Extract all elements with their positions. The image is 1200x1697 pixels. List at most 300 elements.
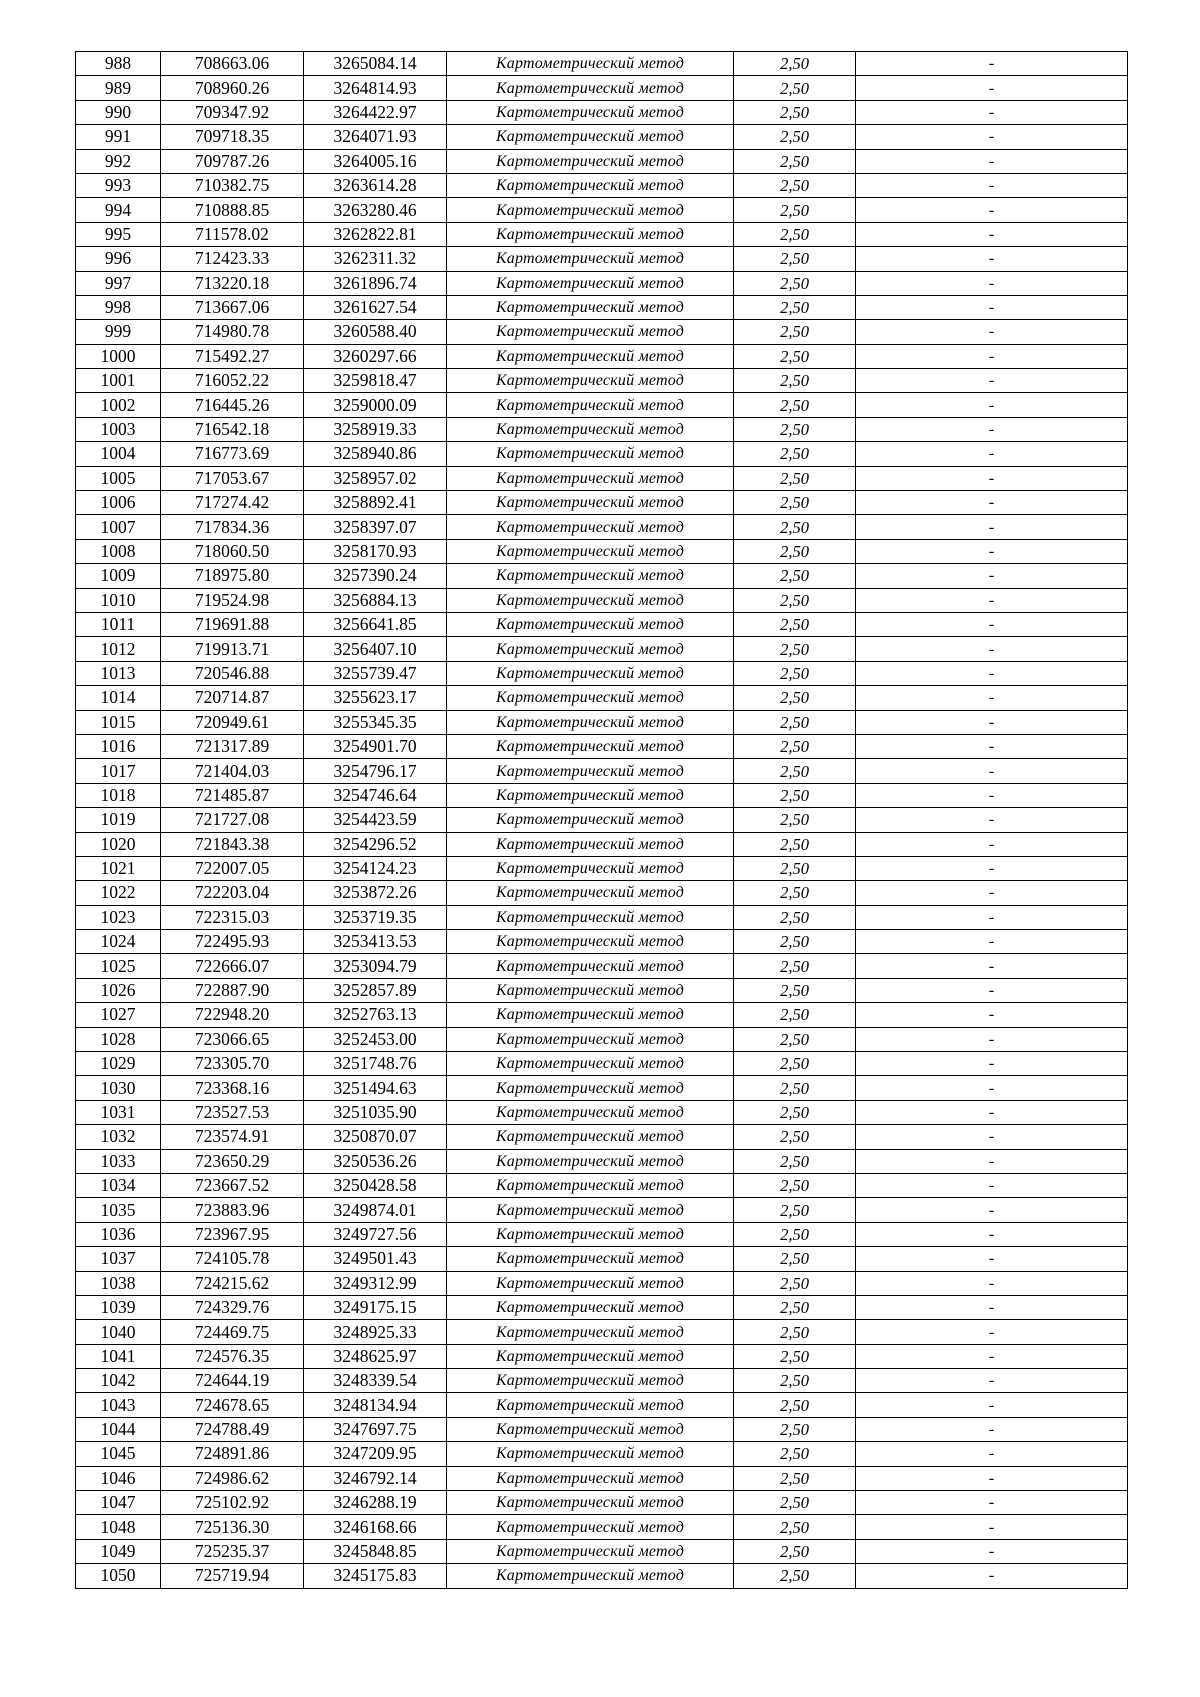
table-body <box>76 52 1128 1589</box>
accuracy-cell: 2,50 <box>734 1052 856 1076</box>
point-number-cell: 1036 <box>76 1222 161 1246</box>
table-row <box>76 661 1128 685</box>
table-row <box>76 881 1128 905</box>
note-cell: - <box>856 198 1128 222</box>
table-row <box>76 1369 1128 1393</box>
accuracy-cell: 2,50 <box>734 52 856 76</box>
table-row <box>76 466 1128 490</box>
x-coordinate-cell: 716052.22 <box>161 369 304 393</box>
table-row <box>76 52 1128 76</box>
note-cell: - <box>856 491 1128 515</box>
y-coordinate-cell: 3258892.41 <box>304 491 447 515</box>
point-number-cell: 1007 <box>76 515 161 539</box>
method-cell: Картометрический метод <box>447 612 734 636</box>
table-row <box>76 1515 1128 1539</box>
x-coordinate-cell: 723967.95 <box>161 1222 304 1246</box>
table-row <box>76 369 1128 393</box>
y-coordinate-cell: 3249175.15 <box>304 1295 447 1319</box>
x-coordinate-cell: 709787.26 <box>161 149 304 173</box>
table-row <box>76 1539 1128 1563</box>
point-number-cell: 1026 <box>76 978 161 1002</box>
y-coordinate-cell: 3257390.24 <box>304 564 447 588</box>
method-cell: Картометрический метод <box>447 1491 734 1515</box>
method-cell: Картометрический метод <box>447 1417 734 1441</box>
x-coordinate-cell: 718975.80 <box>161 564 304 588</box>
accuracy-cell: 2,50 <box>734 808 856 832</box>
y-coordinate-cell: 3248134.94 <box>304 1393 447 1417</box>
table-row <box>76 1125 1128 1149</box>
method-cell: Картометрический метод <box>447 1295 734 1319</box>
accuracy-cell: 2,50 <box>734 564 856 588</box>
note-cell: - <box>856 1344 1128 1368</box>
point-number-cell: 1001 <box>76 369 161 393</box>
accuracy-cell: 2,50 <box>734 149 856 173</box>
note-cell: - <box>856 393 1128 417</box>
point-number-cell: 995 <box>76 222 161 246</box>
accuracy-cell: 2,50 <box>734 466 856 490</box>
accuracy-cell: 2,50 <box>734 1393 856 1417</box>
accuracy-cell: 2,50 <box>734 1295 856 1319</box>
x-coordinate-cell: 716445.26 <box>161 393 304 417</box>
accuracy-cell: 2,50 <box>734 344 856 368</box>
x-coordinate-cell: 717834.36 <box>161 515 304 539</box>
x-coordinate-cell: 716773.69 <box>161 442 304 466</box>
method-cell: Картометрический метод <box>447 295 734 319</box>
point-number-cell: 996 <box>76 247 161 271</box>
method-cell: Картометрический метод <box>447 344 734 368</box>
x-coordinate-cell: 725102.92 <box>161 1491 304 1515</box>
accuracy-cell: 2,50 <box>734 1320 856 1344</box>
point-number-cell: 990 <box>76 100 161 124</box>
accuracy-cell: 2,50 <box>734 1149 856 1173</box>
point-number-cell: 1031 <box>76 1100 161 1124</box>
accuracy-cell: 2,50 <box>734 1417 856 1441</box>
y-coordinate-cell: 3251748.76 <box>304 1052 447 1076</box>
table-row <box>76 1271 1128 1295</box>
point-number-cell: 1010 <box>76 588 161 612</box>
point-number-cell: 1023 <box>76 905 161 929</box>
method-cell: Картометрический метод <box>447 173 734 197</box>
point-number-cell: 1025 <box>76 954 161 978</box>
y-coordinate-cell: 3247209.95 <box>304 1442 447 1466</box>
y-coordinate-cell: 3249501.43 <box>304 1247 447 1271</box>
y-coordinate-cell: 3258919.33 <box>304 417 447 441</box>
y-coordinate-cell: 3256641.85 <box>304 612 447 636</box>
method-cell: Картометрический метод <box>447 1369 734 1393</box>
point-number-cell: 1035 <box>76 1198 161 1222</box>
y-coordinate-cell: 3254296.52 <box>304 832 447 856</box>
table-row <box>76 564 1128 588</box>
note-cell: - <box>856 612 1128 636</box>
accuracy-cell: 2,50 <box>734 686 856 710</box>
note-cell: - <box>856 1320 1128 1344</box>
y-coordinate-cell: 3258940.86 <box>304 442 447 466</box>
x-coordinate-cell: 716542.18 <box>161 417 304 441</box>
y-coordinate-cell: 3253872.26 <box>304 881 447 905</box>
note-cell: - <box>856 442 1128 466</box>
method-cell: Картометрический метод <box>447 1052 734 1076</box>
accuracy-cell: 2,50 <box>734 198 856 222</box>
note-cell: - <box>856 1149 1128 1173</box>
method-cell: Картометрический метод <box>447 734 734 758</box>
point-number-cell: 1011 <box>76 612 161 636</box>
table-row <box>76 1466 1128 1490</box>
y-coordinate-cell: 3249312.99 <box>304 1271 447 1295</box>
point-number-cell: 1028 <box>76 1027 161 1051</box>
point-number-cell: 1033 <box>76 1149 161 1173</box>
method-cell: Картометрический метод <box>447 125 734 149</box>
point-number-cell: 1019 <box>76 808 161 832</box>
accuracy-cell: 2,50 <box>734 832 856 856</box>
x-coordinate-cell: 721404.03 <box>161 759 304 783</box>
note-cell: - <box>856 686 1128 710</box>
note-cell: - <box>856 417 1128 441</box>
note-cell: - <box>856 881 1128 905</box>
method-cell: Картометрический метод <box>447 710 734 734</box>
point-number-cell: 997 <box>76 271 161 295</box>
y-coordinate-cell: 3263614.28 <box>304 173 447 197</box>
method-cell: Картометрический метод <box>447 417 734 441</box>
accuracy-cell: 2,50 <box>734 881 856 905</box>
point-number-cell: 1004 <box>76 442 161 466</box>
point-number-cell: 1013 <box>76 661 161 685</box>
x-coordinate-cell: 724215.62 <box>161 1271 304 1295</box>
note-cell: - <box>856 1198 1128 1222</box>
y-coordinate-cell: 3248339.54 <box>304 1369 447 1393</box>
y-coordinate-cell: 3254423.59 <box>304 808 447 832</box>
method-cell: Картометрический метод <box>447 1222 734 1246</box>
method-cell: Картометрический метод <box>447 369 734 393</box>
x-coordinate-cell: 720714.87 <box>161 686 304 710</box>
table-row <box>76 1247 1128 1271</box>
accuracy-cell: 2,50 <box>734 173 856 197</box>
x-coordinate-cell: 714980.78 <box>161 320 304 344</box>
x-coordinate-cell: 710382.75 <box>161 173 304 197</box>
note-cell: - <box>856 1491 1128 1515</box>
x-coordinate-cell: 719913.71 <box>161 637 304 661</box>
x-coordinate-cell: 724788.49 <box>161 1417 304 1441</box>
accuracy-cell: 2,50 <box>734 1539 856 1563</box>
x-coordinate-cell: 725719.94 <box>161 1564 304 1588</box>
accuracy-cell: 2,50 <box>734 612 856 636</box>
table-row <box>76 734 1128 758</box>
point-number-cell: 1046 <box>76 1466 161 1490</box>
note-cell: - <box>856 1564 1128 1588</box>
accuracy-cell: 2,50 <box>734 491 856 515</box>
x-coordinate-cell: 719691.88 <box>161 612 304 636</box>
note-cell: - <box>856 539 1128 563</box>
table-row <box>76 100 1128 124</box>
point-number-cell: 989 <box>76 76 161 100</box>
accuracy-cell: 2,50 <box>734 100 856 124</box>
note-cell: - <box>856 515 1128 539</box>
y-coordinate-cell: 3246168.66 <box>304 1515 447 1539</box>
table-row <box>76 783 1128 807</box>
point-number-cell: 1047 <box>76 1491 161 1515</box>
method-cell: Картометрический метод <box>447 1247 734 1271</box>
y-coordinate-cell: 3250428.58 <box>304 1173 447 1197</box>
point-number-cell: 1042 <box>76 1369 161 1393</box>
y-coordinate-cell: 3248625.97 <box>304 1344 447 1368</box>
point-number-cell: 1038 <box>76 1271 161 1295</box>
table-row <box>76 247 1128 271</box>
note-cell: - <box>856 1515 1128 1539</box>
method-cell: Картометрический метод <box>447 1100 734 1124</box>
method-cell: Картометрический метод <box>447 1466 734 1490</box>
x-coordinate-cell: 722666.07 <box>161 954 304 978</box>
method-cell: Картометрический метод <box>447 1515 734 1539</box>
point-number-cell: 1034 <box>76 1173 161 1197</box>
table-row <box>76 588 1128 612</box>
y-coordinate-cell: 3253413.53 <box>304 930 447 954</box>
method-cell: Картометрический метод <box>447 320 734 344</box>
y-coordinate-cell: 3246792.14 <box>304 1466 447 1490</box>
note-cell: - <box>856 905 1128 929</box>
method-cell: Картометрический метод <box>447 393 734 417</box>
accuracy-cell: 2,50 <box>734 417 856 441</box>
table-row <box>76 832 1128 856</box>
method-cell: Картометрический метод <box>447 515 734 539</box>
x-coordinate-cell: 722203.04 <box>161 881 304 905</box>
point-number-cell: 988 <box>76 52 161 76</box>
point-number-cell: 1045 <box>76 1442 161 1466</box>
note-cell: - <box>856 369 1128 393</box>
y-coordinate-cell: 3263280.46 <box>304 198 447 222</box>
y-coordinate-cell: 3261627.54 <box>304 295 447 319</box>
method-cell: Картометрический метод <box>447 466 734 490</box>
accuracy-cell: 2,50 <box>734 539 856 563</box>
table-row <box>76 930 1128 954</box>
note-cell: - <box>856 222 1128 246</box>
table-row <box>76 417 1128 441</box>
accuracy-cell: 2,50 <box>734 1515 856 1539</box>
method-cell: Картометрический метод <box>447 832 734 856</box>
method-cell: Картометрический метод <box>447 759 734 783</box>
y-coordinate-cell: 3254901.70 <box>304 734 447 758</box>
x-coordinate-cell: 724105.78 <box>161 1247 304 1271</box>
table-row <box>76 149 1128 173</box>
y-coordinate-cell: 3251494.63 <box>304 1076 447 1100</box>
point-number-cell: 1012 <box>76 637 161 661</box>
note-cell: - <box>856 930 1128 954</box>
table-row <box>76 1320 1128 1344</box>
point-number-cell: 1030 <box>76 1076 161 1100</box>
method-cell: Картометрический метод <box>447 1198 734 1222</box>
point-number-cell: 1037 <box>76 1247 161 1271</box>
point-number-cell: 1002 <box>76 393 161 417</box>
note-cell: - <box>856 271 1128 295</box>
method-cell: Картометрический метод <box>447 1271 734 1295</box>
x-coordinate-cell: 722948.20 <box>161 1003 304 1027</box>
method-cell: Картометрический метод <box>447 442 734 466</box>
note-cell: - <box>856 637 1128 661</box>
table-row <box>76 1100 1128 1124</box>
point-number-cell: 991 <box>76 125 161 149</box>
note-cell: - <box>856 1466 1128 1490</box>
method-cell: Картометрический метод <box>447 1173 734 1197</box>
accuracy-cell: 2,50 <box>734 588 856 612</box>
y-coordinate-cell: 3256407.10 <box>304 637 447 661</box>
accuracy-cell: 2,50 <box>734 978 856 1002</box>
method-cell: Картометрический метод <box>447 881 734 905</box>
x-coordinate-cell: 712423.33 <box>161 247 304 271</box>
table-row <box>76 1564 1128 1588</box>
method-cell: Картометрический метод <box>447 564 734 588</box>
table-row <box>76 1052 1128 1076</box>
y-coordinate-cell: 3254796.17 <box>304 759 447 783</box>
note-cell: - <box>856 76 1128 100</box>
accuracy-cell: 2,50 <box>734 1442 856 1466</box>
accuracy-cell: 2,50 <box>734 1369 856 1393</box>
x-coordinate-cell: 723527.53 <box>161 1100 304 1124</box>
y-coordinate-cell: 3250870.07 <box>304 1125 447 1149</box>
y-coordinate-cell: 3256884.13 <box>304 588 447 612</box>
table-row <box>76 1222 1128 1246</box>
note-cell: - <box>856 808 1128 832</box>
table-row <box>76 1442 1128 1466</box>
table-row <box>76 222 1128 246</box>
method-cell: Картометрический метод <box>447 905 734 929</box>
table-row <box>76 491 1128 515</box>
y-coordinate-cell: 3260297.66 <box>304 344 447 368</box>
note-cell: - <box>856 247 1128 271</box>
note-cell: - <box>856 783 1128 807</box>
accuracy-cell: 2,50 <box>734 856 856 880</box>
x-coordinate-cell: 723883.96 <box>161 1198 304 1222</box>
note-cell: - <box>856 100 1128 124</box>
y-coordinate-cell: 3264814.93 <box>304 76 447 100</box>
x-coordinate-cell: 717053.67 <box>161 466 304 490</box>
table-row <box>76 978 1128 1002</box>
table-row <box>76 393 1128 417</box>
note-cell: - <box>856 734 1128 758</box>
table-row <box>76 125 1128 149</box>
table-row <box>76 1173 1128 1197</box>
note-cell: - <box>856 1076 1128 1100</box>
accuracy-cell: 2,50 <box>734 1027 856 1051</box>
x-coordinate-cell: 717274.42 <box>161 491 304 515</box>
table-row <box>76 905 1128 929</box>
point-number-cell: 1022 <box>76 881 161 905</box>
accuracy-cell: 2,50 <box>734 759 856 783</box>
table-row <box>76 1003 1128 1027</box>
method-cell: Картометрический метод <box>447 686 734 710</box>
x-coordinate-cell: 723368.16 <box>161 1076 304 1100</box>
method-cell: Картометрический метод <box>447 76 734 100</box>
accuracy-cell: 2,50 <box>734 930 856 954</box>
x-coordinate-cell: 722887.90 <box>161 978 304 1002</box>
x-coordinate-cell: 722495.93 <box>161 930 304 954</box>
method-cell: Картометрический метод <box>447 978 734 1002</box>
accuracy-cell: 2,50 <box>734 710 856 734</box>
x-coordinate-cell: 723574.91 <box>161 1125 304 1149</box>
note-cell: - <box>856 1295 1128 1319</box>
note-cell: - <box>856 295 1128 319</box>
table-row <box>76 320 1128 344</box>
method-cell: Картометрический метод <box>447 1149 734 1173</box>
table-row <box>76 1393 1128 1417</box>
note-cell: - <box>856 1003 1128 1027</box>
method-cell: Картометрический метод <box>447 1442 734 1466</box>
y-coordinate-cell: 3258170.93 <box>304 539 447 563</box>
note-cell: - <box>856 588 1128 612</box>
accuracy-cell: 2,50 <box>734 271 856 295</box>
y-coordinate-cell: 3246288.19 <box>304 1491 447 1515</box>
accuracy-cell: 2,50 <box>734 320 856 344</box>
point-number-cell: 1017 <box>76 759 161 783</box>
note-cell: - <box>856 1539 1128 1563</box>
x-coordinate-cell: 724678.65 <box>161 1393 304 1417</box>
y-coordinate-cell: 3252857.89 <box>304 978 447 1002</box>
x-coordinate-cell: 719524.98 <box>161 588 304 612</box>
table-row <box>76 954 1128 978</box>
point-number-cell: 1029 <box>76 1052 161 1076</box>
x-coordinate-cell: 721317.89 <box>161 734 304 758</box>
y-coordinate-cell: 3264071.93 <box>304 125 447 149</box>
x-coordinate-cell: 724329.76 <box>161 1295 304 1319</box>
method-cell: Картометрический метод <box>447 1320 734 1344</box>
point-number-cell: 1015 <box>76 710 161 734</box>
method-cell: Картометрический метод <box>447 1027 734 1051</box>
method-cell: Картометрический метод <box>447 930 734 954</box>
accuracy-cell: 2,50 <box>734 125 856 149</box>
method-cell: Картометрический метод <box>447 271 734 295</box>
point-number-cell: 994 <box>76 198 161 222</box>
table-row <box>76 1344 1128 1368</box>
note-cell: - <box>856 954 1128 978</box>
note-cell: - <box>856 173 1128 197</box>
accuracy-cell: 2,50 <box>734 1076 856 1100</box>
accuracy-cell: 2,50 <box>734 905 856 929</box>
point-number-cell: 999 <box>76 320 161 344</box>
table-row <box>76 1417 1128 1441</box>
y-coordinate-cell: 3249874.01 <box>304 1198 447 1222</box>
x-coordinate-cell: 720546.88 <box>161 661 304 685</box>
accuracy-cell: 2,50 <box>734 442 856 466</box>
point-number-cell: 1020 <box>76 832 161 856</box>
point-number-cell: 1016 <box>76 734 161 758</box>
point-number-cell: 1049 <box>76 1539 161 1563</box>
table-row <box>76 637 1128 661</box>
table-row <box>76 1491 1128 1515</box>
method-cell: Картометрический метод <box>447 198 734 222</box>
y-coordinate-cell: 3265084.14 <box>304 52 447 76</box>
y-coordinate-cell: 3248925.33 <box>304 1320 447 1344</box>
point-number-cell: 1008 <box>76 539 161 563</box>
y-coordinate-cell: 3254124.23 <box>304 856 447 880</box>
y-coordinate-cell: 3245175.83 <box>304 1564 447 1588</box>
x-coordinate-cell: 710888.85 <box>161 198 304 222</box>
accuracy-cell: 2,50 <box>734 1100 856 1124</box>
point-number-cell: 1003 <box>76 417 161 441</box>
x-coordinate-cell: 725136.30 <box>161 1515 304 1539</box>
table-row <box>76 1076 1128 1100</box>
y-coordinate-cell: 3255739.47 <box>304 661 447 685</box>
y-coordinate-cell: 3262311.32 <box>304 247 447 271</box>
note-cell: - <box>856 344 1128 368</box>
accuracy-cell: 2,50 <box>734 515 856 539</box>
accuracy-cell: 2,50 <box>734 295 856 319</box>
point-number-cell: 1014 <box>76 686 161 710</box>
y-coordinate-cell: 3247697.75 <box>304 1417 447 1441</box>
method-cell: Картометрический метод <box>447 1564 734 1588</box>
point-number-cell: 1050 <box>76 1564 161 1588</box>
point-number-cell: 998 <box>76 295 161 319</box>
note-cell: - <box>856 466 1128 490</box>
accuracy-cell: 2,50 <box>734 1271 856 1295</box>
y-coordinate-cell: 3259000.09 <box>304 393 447 417</box>
accuracy-cell: 2,50 <box>734 783 856 807</box>
